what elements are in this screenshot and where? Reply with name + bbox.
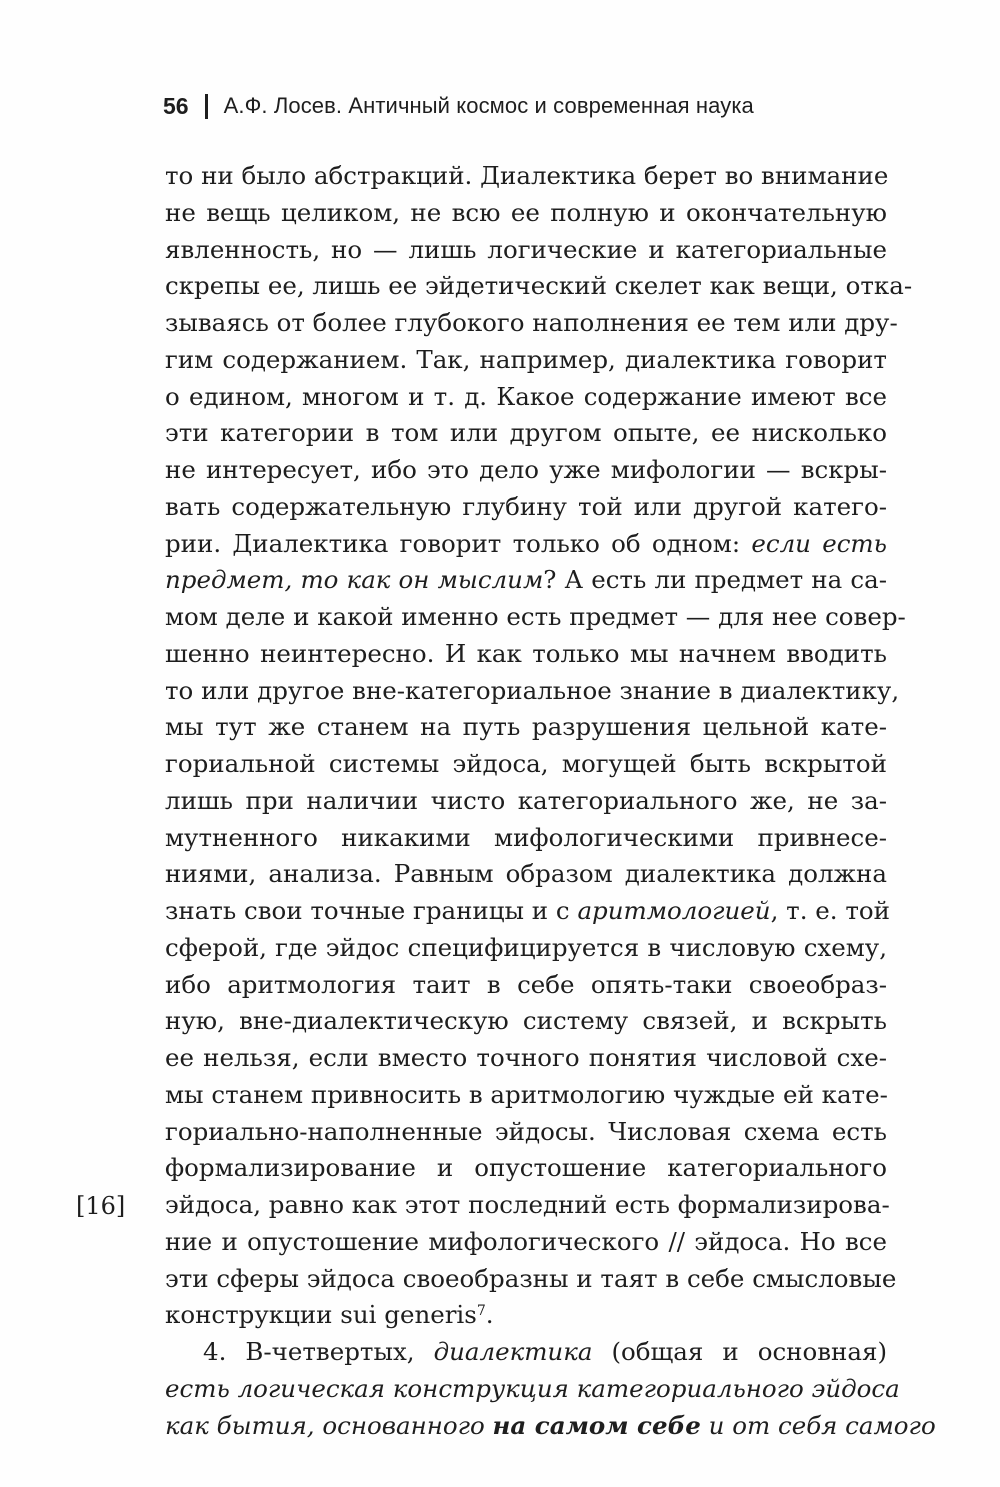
header-divider: [205, 94, 208, 119]
text-line: то или другое вне-категориальное знание в диалектику,: [165, 675, 900, 705]
text-run: 4. В-четвертых,: [203, 1337, 434, 1366]
text-line: гориальной системы эйдоса, могущей быть вскрытой: [165, 749, 887, 778]
text-run: ? А есть ли предмет на са-: [543, 565, 887, 595]
running-header: [163, 86, 754, 126]
text-line: зываясь от более глубокого наполнения ее тем или дру-: [165, 308, 898, 337]
text-line: эйдоса, равно как этот последний есть формализирова-: [165, 1190, 890, 1219]
text-line: эти категории в том или другом опыте, ее нисколько: [165, 418, 887, 448]
text-line: вать содержательную глубину той или другой катего-: [165, 491, 887, 521]
page-number: 56: [163, 92, 189, 119]
italic-text: как бытия, основанного: [165, 1410, 493, 1440]
text-line: [165, 526, 887, 563]
text-line: не вещь целиком, не всю ее полную и окончательную: [165, 197, 887, 227]
text-run: знать свои точные границы и с: [165, 896, 578, 925]
text-line: ее нельзя, если вместо точного понятия числовой схе-: [165, 1043, 887, 1072]
text-line: формализирование и опустошение категориального: [165, 1153, 887, 1183]
text-line: шенно неинтересно. И как только мы начнем вводить: [165, 638, 887, 668]
text-line: лишь при наличии чисто категориального же, не за-: [165, 785, 887, 815]
text-run: конструкции sui generis: [165, 1300, 477, 1330]
text-run: , т. е. той: [770, 896, 891, 925]
text-line: явленность, но — лишь логические и категориальные: [165, 234, 887, 264]
margin-page-reference: [16]: [76, 1192, 126, 1220]
text-line: [165, 893, 891, 930]
italic-text: если есть: [751, 528, 887, 558]
text-line: ниями, анализа. Равным образом диалектика должна: [165, 859, 887, 889]
bold-italic-text: на самом себе: [492, 1410, 701, 1440]
text-line: [165, 1334, 887, 1371]
text-line: скрепы ее, лишь ее эйдетический скелет как вещи, отка-: [165, 271, 913, 301]
text-line: мы станем привносить в аритмологию чуждые ей кате-: [165, 1079, 888, 1109]
running-title: А.Ф. Лосев. Античный космос и современная наука: [223, 93, 754, 118]
text-line: гориально-наполненные эйдосы. Числовая схема есть: [165, 1116, 887, 1146]
text-line: гим содержанием. Так, например, диалектика говорит: [165, 344, 887, 374]
text-line: [165, 562, 887, 599]
text-line: сферой, где эйдос специфицируется в числовую схему,: [165, 932, 887, 962]
footnote-marker: 7: [476, 1303, 486, 1320]
body-text: [165, 158, 936, 1444]
text-run: рии. Диалектика говорит только об одном:: [165, 528, 752, 558]
text-line: о едином, многом и т. д. Какое содержание имеют все: [165, 381, 887, 411]
italic-text: предмет, то как он мыслим: [165, 565, 544, 595]
text-line: эти сферы эйдоса своеобразны и таят в себе смысловые: [165, 1263, 897, 1293]
text-run: (общая и основная): [592, 1337, 888, 1366]
text-line: [165, 1297, 887, 1334]
text-line: мутненного никакими мифологическими привнесе-: [165, 822, 887, 852]
text-run: .: [485, 1300, 494, 1330]
text-line: то ни было абстракций. Диалектика берет во внимание: [165, 161, 889, 190]
text-line: есть логическая конструкция категориального эйдоса: [165, 1373, 900, 1403]
text-line: ибо аритмология таит в себе опять-таки своеобраз-: [165, 969, 887, 999]
italic-text: и от себя самого: [700, 1410, 936, 1440]
text-line: ние и опустошение мифологического // эйдоса. Но все: [165, 1226, 887, 1256]
text-line: мы тут же станем на путь разрушения цельной кате-: [165, 712, 887, 742]
text-line: мом деле и какой именно есть предмет — для нее совер-: [165, 602, 906, 631]
text-line: [165, 1408, 936, 1445]
italic-text: диалектика: [433, 1337, 593, 1366]
text-line: не интересует, ибо это дело уже мифологии — вскры-: [165, 455, 887, 484]
italic-text: аритмологией: [577, 896, 771, 925]
text-line: ную, вне-диалектическую систему связей, и вскрыть: [165, 1006, 887, 1036]
